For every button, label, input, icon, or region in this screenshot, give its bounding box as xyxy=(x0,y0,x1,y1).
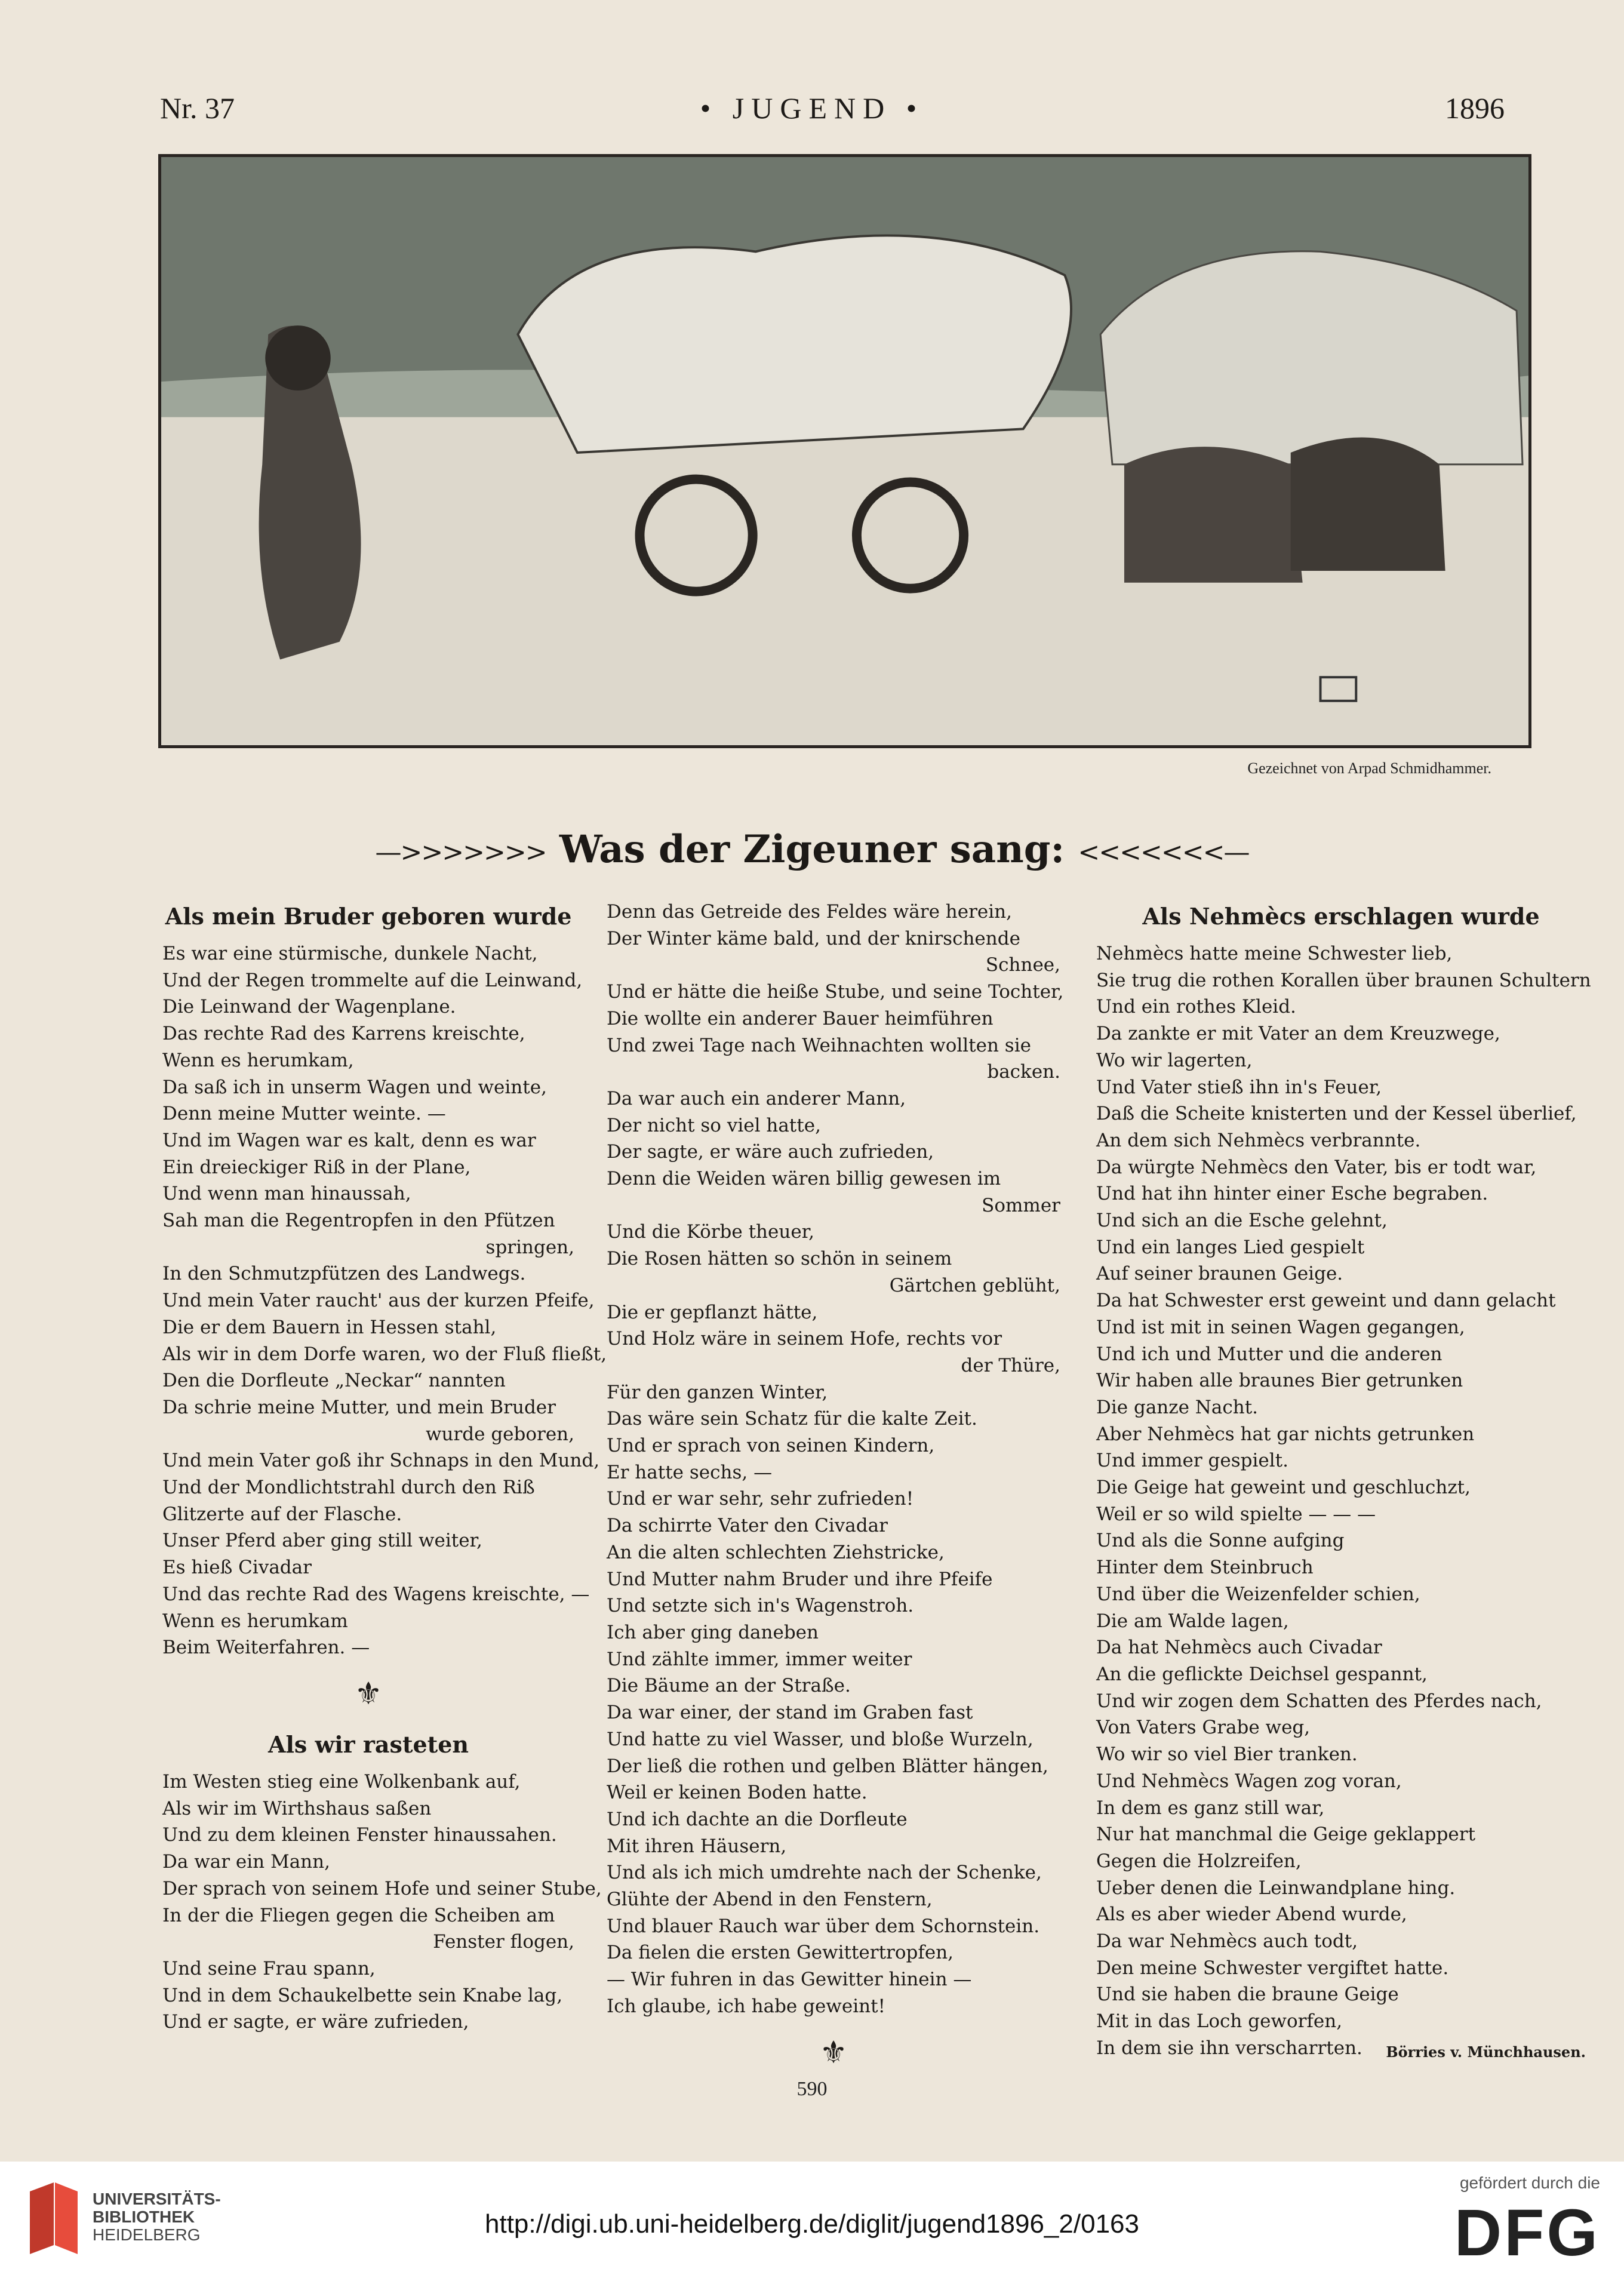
page-number: 590 xyxy=(796,2078,828,2100)
poem-line: An dem sich Nehmècs verbrannte. xyxy=(1096,1129,1421,1151)
poem-line: Die ganze Nacht. xyxy=(1096,1396,1259,1418)
column-1 xyxy=(162,899,607,2036)
poem-line: Fenster flogen, xyxy=(433,1931,574,1953)
university-library-name: UNIVERSITÄTS- BIBLIOTHEK HEIDELBERG xyxy=(93,2190,221,2244)
poem-line: Und mein Vater raucht' aus der kurzen Pfeife, xyxy=(162,1290,595,1312)
poem-line: Wo wir lagerten, xyxy=(1096,1049,1253,1071)
poem-line: Hinter dem Steinbruch xyxy=(1096,1557,1314,1579)
poem-line: Und er war sehr, sehr zufrieden! xyxy=(607,1488,914,1510)
poem-line: Nur hat manchmal die Geige geklappert xyxy=(1096,1824,1476,1846)
poem-line: Mit in das Loch geworfen, xyxy=(1096,2010,1343,2033)
poem-line: Ein dreieckiger Riß in der Plane, xyxy=(162,1156,471,1178)
poem-line: Und zu dem kleinen Fenster hinaussahen. xyxy=(162,1824,557,1846)
poem-line: Und ein rothes Kleid. xyxy=(1096,996,1296,1018)
poem-line: Und im Wagen war es kalt, denn es war xyxy=(162,1129,536,1151)
poem-line: Die Bäume an der Straße. xyxy=(607,1675,851,1697)
poem-line: Weil er so wild spielte — — — xyxy=(1096,1503,1376,1525)
poem-line: Und hat ihn hinter einer Esche begraben. xyxy=(1096,1183,1488,1205)
poem-line: Da zankte er mit Vater an dem Kreuzwege, xyxy=(1096,1023,1500,1045)
column-2 xyxy=(607,899,1064,2086)
poem-line: Glühte der Abend in den Fenstern, xyxy=(607,1889,933,1911)
poem-line: An die geflickte Deichsel gespannt, xyxy=(1096,1663,1428,1685)
poem-line: Und wenn man hinaussah, xyxy=(162,1183,411,1205)
poem-line: Da saß ich in unserm Wagen und weinte, xyxy=(162,1076,547,1098)
poem-line: Und der Mondlichtstrahl durch den Riß xyxy=(162,1477,535,1499)
poem-line: Die er gepflanzt hätte, xyxy=(607,1301,818,1323)
poem-line: Da schirrte Vater den Civadar xyxy=(607,1515,888,1537)
source-url-link[interactable]: http://digi.ub.uni-heidelberg.de/diglit/jugend1896_2/0163 xyxy=(485,2209,1139,2239)
poem-line: Von Vaters Grabe weg, xyxy=(1096,1717,1311,1739)
fleuron-icon: ⚜ xyxy=(354,1675,383,1712)
poem-line: Und ein langes Lied gespielt xyxy=(1096,1236,1365,1258)
section-lines-rest xyxy=(162,1769,602,2036)
poem-line: Als es aber wieder Abend wurde, xyxy=(1096,1904,1407,1926)
funding-note: gefördert durch die xyxy=(1459,2173,1600,2192)
poem-line: Und ist mit in seinen Wagen gegangen, xyxy=(1096,1316,1465,1338)
poem-line: Das wäre sein Schatz für die kalte Zeit. xyxy=(607,1408,977,1430)
poem-line: Der nicht so viel hatte, xyxy=(607,1114,821,1136)
poem-line: Glitzerte auf der Flasche. xyxy=(162,1503,402,1525)
poem-line: Und sich an die Esche gelehnt, xyxy=(1096,1210,1388,1232)
poem-line: In dem sie ihn verscharrten. xyxy=(1096,2037,1362,2059)
poem-line: Sah man die Regentropfen in den Pfützen xyxy=(162,1210,555,1232)
poem-line: Und über die Weizenfelder schien, xyxy=(1096,1583,1420,1605)
poem-line: Und der Regen trommelte auf die Leinwand, xyxy=(162,969,583,991)
poem-line: Da hat Schwester erst geweint und dann gelacht xyxy=(1096,1290,1556,1312)
illustration-drawing xyxy=(161,157,1528,745)
poem-line: Er hatte sechs, — xyxy=(607,1461,773,1483)
poem-line: Der Winter käme bald, und der knirschende xyxy=(607,927,1020,949)
poem-line: Und setzte sich in's Wagenstroh. xyxy=(607,1595,914,1617)
illustration-credit: Gezeichnet von Arpad Schmidhammer. xyxy=(1247,760,1491,777)
poem-line: Und in dem Schaukelbette sein Knabe lag, xyxy=(162,1984,563,2006)
poem-line: Für den ganzen Winter, xyxy=(607,1381,828,1403)
poem-line: Als wir im Wirthshaus saßen xyxy=(162,1797,432,1819)
poem-line: Und hatte zu viel Wasser, und bloße Wurzeln, xyxy=(607,1728,1034,1750)
poem-line: Die wollte ein anderer Bauer heimführen xyxy=(607,1007,994,1029)
year: 1896 xyxy=(1445,91,1505,125)
illustration-gypsy-wagons xyxy=(158,154,1531,748)
poem-line: — Wir fuhren in das Gewitter hinein — xyxy=(607,1969,972,1991)
poem-line: Ueber denen die Leinwandplane hing. xyxy=(1096,1877,1456,1899)
poem-line: Da war Nehmècs auch todt, xyxy=(1096,1930,1358,1953)
title-ornament-right: <<<<<<<— xyxy=(1078,837,1249,868)
poem-line: Den meine Schwester vergiftet hatte. xyxy=(1096,1957,1449,1979)
poem-line: Und das rechte Rad des Wagens kreischte, — xyxy=(162,1583,590,1605)
poem-line: Da war auch ein anderer Mann, xyxy=(607,1087,906,1109)
poem-line: Ich glaube, ich habe geweint! xyxy=(607,1995,885,2017)
issue-number: Nr. 37 xyxy=(160,91,235,125)
poem-line: Die Rosen hätten so schön in seinem xyxy=(607,1248,952,1270)
poem-line: Weil er keinen Boden hatte. xyxy=(607,1782,868,1804)
dfg-logo: DFG xyxy=(1454,2196,1600,2270)
poem-line: Und die Körbe theuer, xyxy=(607,1221,814,1243)
poem-line: Und als die Sonne aufging xyxy=(1096,1530,1345,1552)
poem-line: Denn die Weiden wären billig gewesen im xyxy=(607,1168,1001,1190)
poem-line: Das rechte Rad des Karrens kreischte, xyxy=(162,1023,525,1045)
poem-line: Gegen die Holzreifen, xyxy=(1096,1850,1302,1872)
poem-line: Wenn es herumkam xyxy=(162,1610,348,1632)
poem-line: Und wir zogen dem Schatten des Pferdes nach, xyxy=(1096,1690,1542,1712)
title-ornament-left: —>>>>>>> xyxy=(375,837,546,868)
poem-line: In dem es ganz still war, xyxy=(1096,1797,1325,1819)
poem-line: Und blauer Rauch war über dem Schornstein. xyxy=(607,1915,1040,1937)
poem-line: Nehmècs hatte meine Schwester lieb, xyxy=(1096,943,1453,964)
poem-line: Da hat Nehmècs auch Civadar xyxy=(1096,1637,1382,1659)
poem-line: Da war ein Mann, xyxy=(162,1851,330,1873)
poem-line: Da war einer, der stand im Graben fast xyxy=(607,1702,973,1724)
poem-line: Und als ich mich umdrehte nach der Schenke, xyxy=(607,1862,1042,1884)
section-lines-birth xyxy=(162,940,607,1661)
poem-line: Und zählte immer, immer weiter xyxy=(607,1648,912,1670)
poem-line: Und sie haben die braune Geige xyxy=(1096,1984,1399,2006)
poem-line: Auf seiner braunen Geige. xyxy=(1096,1263,1343,1285)
poem-line: In der die Fliegen gegen die Scheiben am xyxy=(162,1904,555,1926)
poem-line: der Thüre, xyxy=(961,1354,1060,1376)
poem-title xyxy=(0,827,1624,872)
author-signature: Börries v. Münchhausen. xyxy=(1386,2043,1586,2061)
poem-line: Ich aber ging daneben xyxy=(607,1621,819,1643)
poem-line: Und Nehmècs Wagen zog voran, xyxy=(1096,1770,1402,1792)
poem-line: Als wir in dem Dorfe waren, wo der Fluß fließt, xyxy=(162,1343,607,1365)
section-title-birth: Als mein Bruder geboren wurde xyxy=(165,903,572,930)
library-footer xyxy=(0,2162,1624,2275)
column-3 xyxy=(1096,899,1591,2065)
poem-line: Die am Walde lagen, xyxy=(1096,1610,1289,1632)
poem-line: Und zwei Tage nach Weihnachten wollten sie xyxy=(607,1034,1031,1056)
poem-line: An die alten schlechten Ziehstricke, xyxy=(607,1541,945,1563)
poem-line: springen, xyxy=(485,1236,574,1258)
poem-line: Wo wir so viel Bier tranken. xyxy=(1096,1744,1358,1766)
poem-line: Es hieß Civadar xyxy=(162,1557,312,1579)
poem-line: Und er sprach von seinen Kindern, xyxy=(607,1435,935,1457)
poem-line: Der ließ die rothen und gelben Blätter hängen, xyxy=(607,1755,1048,1777)
poem-line: Der sagte, er wäre auch zufrieden, xyxy=(607,1141,934,1163)
journal-title: • JUGEND • xyxy=(700,91,924,125)
poem-line: Sie trug die rothen Korallen über braunen Schultern xyxy=(1096,969,1591,991)
poem-line: Schnee, xyxy=(985,954,1060,976)
poem-line: Und er sagte, er wäre zufrieden, xyxy=(162,2011,469,2033)
poem-line: Mit ihren Häusern, xyxy=(607,1835,787,1857)
poem-line: Wenn es herumkam, xyxy=(162,1049,354,1071)
poem-line: Und seine Frau spann, xyxy=(162,1957,376,1979)
poem-line: Der sprach von seinem Hofe und seiner Stube, xyxy=(162,1877,602,1899)
poem-line: Da würgte Nehmècs den Vater, bis er todt war, xyxy=(1096,1156,1537,1178)
poem-line: Und Vater stieß ihn in's Feuer, xyxy=(1096,1076,1382,1098)
poem-line: Den die Dorfleute „Neckar“ nannten xyxy=(162,1370,506,1392)
poem-line: Gärtchen geblüht, xyxy=(889,1274,1060,1296)
poem-line: Wir haben alle braunes Bier getrunken xyxy=(1096,1370,1463,1392)
poem-line: Beim Weiterfahren. — xyxy=(162,1637,370,1659)
poem-line: Und er hätte die heiße Stube, und seine Tochter, xyxy=(607,981,1064,1003)
poem-line: In den Schmutzpfützen des Landwegs. xyxy=(162,1263,526,1285)
poem-line: Sommer xyxy=(982,1194,1060,1216)
poem-line: Unser Pferd aber ging still weiter, xyxy=(162,1530,482,1552)
poem-line: Die Leinwand der Wagenplane. xyxy=(162,996,456,1018)
poem-line: backen. xyxy=(987,1061,1060,1083)
poem-line: Da schrie meine Mutter, und mein Bruder xyxy=(162,1396,556,1418)
poem-line: Daß die Scheite knisterten und der Kessel überlief, xyxy=(1096,1103,1577,1125)
poem-line: Es war eine stürmische, dunkele Nacht, xyxy=(162,943,538,964)
poem-line: Aber Nehmècs hat gar nichts getrunken xyxy=(1096,1423,1475,1445)
section-lines-continued xyxy=(607,899,1064,2020)
poem-line: Da fielen die ersten Gewittertropfen, xyxy=(607,1942,954,1964)
poem-line: Und ich und Mutter und die anderen xyxy=(1096,1343,1442,1365)
section-title-nehmecs: Als Nehmècs erschlagen wurde xyxy=(1142,903,1540,930)
section-title-rest: Als wir rasteten xyxy=(267,1730,469,1758)
poem-line: Und ich dachte an die Dorfleute xyxy=(607,1808,908,1830)
section-lines-nehmecs xyxy=(1096,940,1591,2062)
poem-line: Die Geige hat geweint und geschluchzt, xyxy=(1096,1477,1471,1499)
poem-line: Und mein Vater goß ihr Schnaps in den Mund, xyxy=(162,1450,600,1472)
fleuron-icon: ⚜ xyxy=(819,2034,848,2071)
poem-title-text: Was der Zigeuner sang: xyxy=(559,827,1065,872)
poem-line: Und Mutter nahm Bruder und ihre Pfeife xyxy=(607,1568,993,1590)
poem-line: Die er dem Bauern in Hessen stahl, xyxy=(162,1316,497,1338)
poem-line: Denn meine Mutter weinte. — xyxy=(162,1103,446,1125)
poem-line: Und immer gespielt. xyxy=(1096,1450,1288,1472)
poem-line: Und Holz wäre in seinem Hofe, rechts vor xyxy=(607,1328,1002,1350)
poem-line: Denn das Getreide des Feldes wäre herein, xyxy=(607,901,1012,923)
poem-line: wurde geboren, xyxy=(425,1423,574,1445)
poem-line: Im Westen stieg eine Wolkenbank auf, xyxy=(162,1770,521,1793)
